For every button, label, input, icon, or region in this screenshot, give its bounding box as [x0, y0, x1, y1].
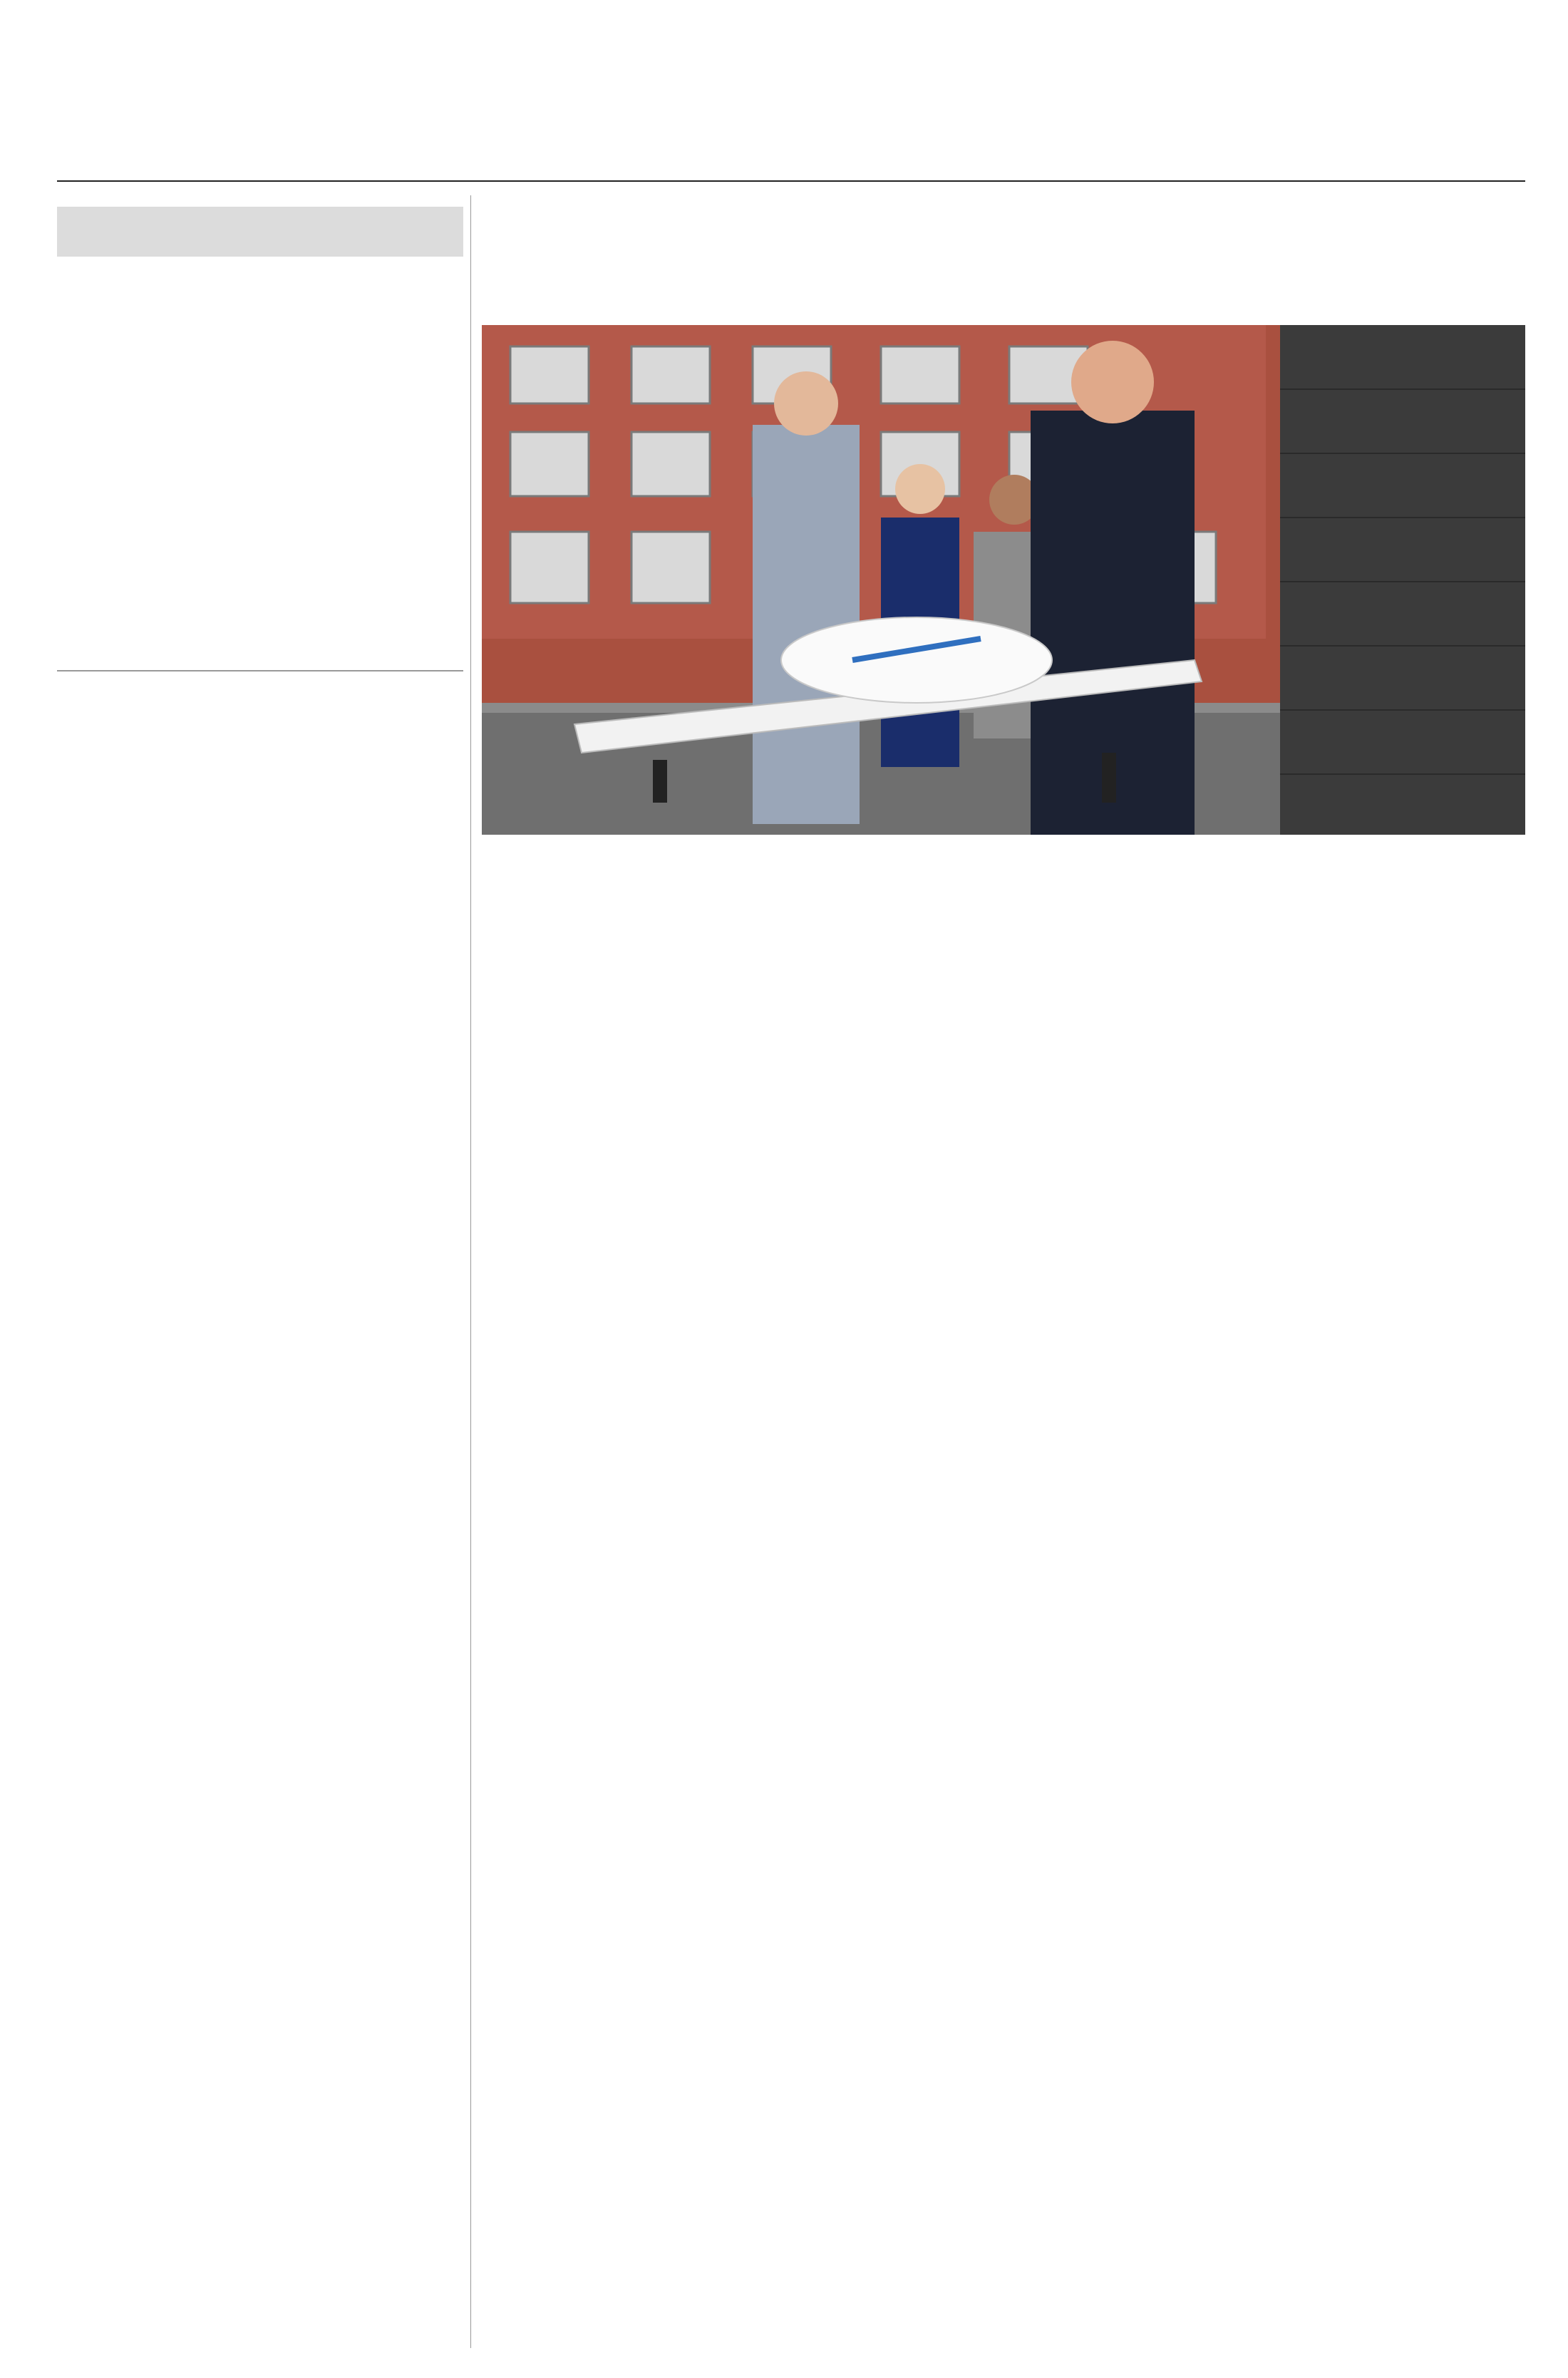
- kirche-divider: [57, 670, 463, 671]
- header-rule: [57, 180, 1525, 182]
- drone-team-photo: [482, 325, 1525, 835]
- drone-team-photo-image: [482, 325, 1525, 835]
- column-divider: [470, 195, 471, 2348]
- nachrichten-box: [57, 207, 463, 257]
